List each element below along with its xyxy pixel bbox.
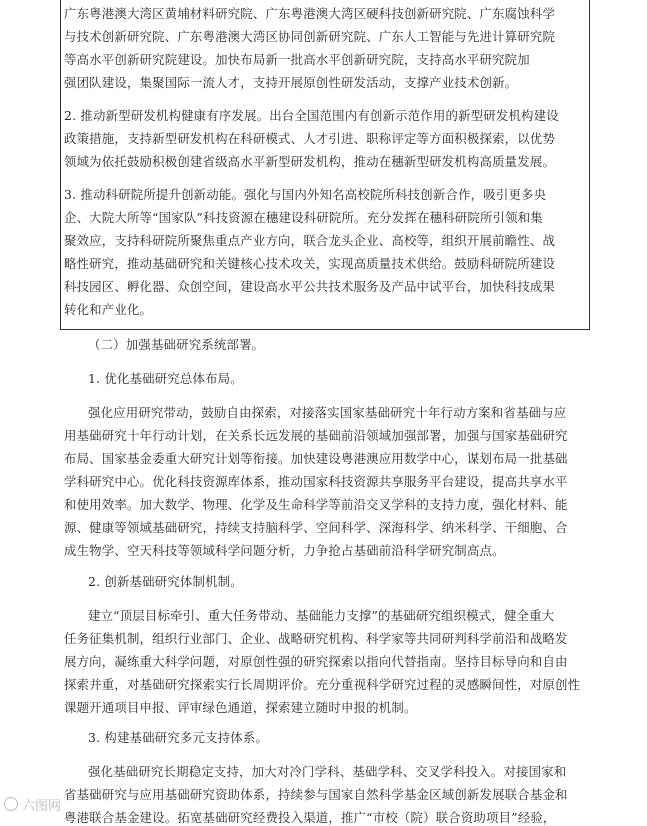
box-p2-line-2: 政策措施，支持新型研发机构在科研模式、人才引进、职称评定等方面积极探索，以优势 xyxy=(64,131,556,146)
sub2-line-3: 展方向，凝练重大科学问题，对原创性强的研究探索以指向代替指南。坚持目标导向和自由 xyxy=(64,654,568,669)
box-p1-line-2: 与技术创新研究院、广东粤港澳大湾区协同创新研究院、广东人工智能与先进计算研究院 xyxy=(64,29,556,44)
sub2-line-5: 课题开通项目申报、评审绿色通道，探索建立随时申报的机制。 xyxy=(64,700,417,715)
box-p1-line-4: 强团队建设，集聚国际一流人才，支持开展原创性研发活动，支撑产业技术创新。 xyxy=(64,75,518,90)
box-p3-line-6: 转化和产业化。 xyxy=(64,302,153,317)
sub2-line-2: 任务征集机制，组织行业部门、企业、战略研究机构、科学家等共同研判科学前沿和战略发 xyxy=(64,631,568,646)
sub2-line-4: 探索并重，对基础研究探索实行长周期评价。充分重视科学研究过程的灵感瞬间性，对原创性 xyxy=(64,677,581,692)
sub1-line-5: 和使用效率。加大数学、物理、化学及生命科学等前沿交叉学科的支持力度，强化材料、能 xyxy=(64,497,568,512)
box-p3-line-1: 3. 推动科研院所提升创新动能。强化与国内外知名高校院所科技创新合作，吸引更多央 xyxy=(64,187,547,202)
sub1-line-7: 成生物学、空天科技等领域科学问题分析，力争抢占基础前沿科学研究制高点。 xyxy=(64,543,505,558)
box-p1-line-3: 等高水平创新研究院建设。加快布局新一批高水平创新研究院，支持高水平研究院加 xyxy=(64,52,530,67)
box-p2-line-3: 领域为依托鼓励积极创建省级高水平新型研发机构，推动在穗新型研发机构高质量发展。 xyxy=(64,154,556,169)
box-p3-line-2: 企、大院大所等“国家队”科技资源在穗建设科研院所。充分发挥在穗科研院所引领和集 xyxy=(64,210,543,225)
sub1-line-3: 布局、国家基金委重大研究计划等衔接。加快建设粤港澳应用数学中心，谋划布局一批基础 xyxy=(64,451,568,466)
sub1-heading: 1. 优化基础研究总体布局。 xyxy=(88,371,243,386)
sub2-heading: 2. 创新基础研究体制机制。 xyxy=(88,574,243,589)
sub2-line-1: 建立“顶层目标牵引、重大任务带动、基础能力支撑”的基础研究组织模式，健全重大 xyxy=(88,608,555,623)
box-p2-line-1: 2. 推动新型研发机构健康有序发展。出台全国范围内有创新示范作用的新型研发机构建设 xyxy=(64,108,559,123)
circle-logo-icon xyxy=(4,797,18,811)
site-watermark xyxy=(0,793,110,820)
sub1-line-4: 学科研究中心。优化科技资源库体系，推动国家科技资源共享服务平台建设，提高共享水平 xyxy=(64,474,568,489)
watermark-text: 六图网 xyxy=(22,799,62,814)
box-p1-line-1: 广东粤港澳大湾区黄埔材料研究院、广东粤港澳大湾区硬科技创新研究院、广东腐蚀科学 xyxy=(64,6,556,21)
sub3-line-3: 粤港联合基金建设。拓宽基础研究经费投入渠道，推广“市校（院）联合资助项目”经验， xyxy=(64,810,556,825)
sub3-heading: 3. 构建基础研究多元支持体系。 xyxy=(88,730,269,745)
box-p3-line-5: 科技园区、孵化器、众创空间，建设高水平公共技术服务及产品中试平台，加快科技成果 xyxy=(64,279,556,294)
sub1-line-6: 源、健康等领域基础研究，持续支持脑科学、空间科学、深海科学、纳米科学、干细胞、合 xyxy=(64,520,568,535)
sub1-line-2: 用基础研究十年行动计划，在关系长远发展的基础前沿领域加强部署，加强与国家基础研究 xyxy=(64,428,568,443)
sub3-line-2: 省基础研究与应用基础研究资助体系，持续参与国家自然科学基金区域创新发展联合基金和 xyxy=(64,787,568,802)
box-p3-line-4: 略性研究，推动基础研究和关键核心技术攻关，实现高质量技术供给。鼓励科研院所建设 xyxy=(64,256,556,271)
sub3-line-1: 强化基础研究长期稳定支持，加大对冷门学科、基础学科、交叉学科投入。对接国家和 xyxy=(88,764,567,779)
box-p3-line-3: 聚效应，支持科研院所聚焦重点产业方向，联合龙头企业、高校等，组织开展前瞻性、战 xyxy=(64,233,556,248)
sub1-line-1: 强化应用研究带动，鼓励自由探索，对接落实国家基础研究十年行动方案和省基础与应 xyxy=(88,405,567,420)
section-heading: （二）加强基础研究系统部署。 xyxy=(88,337,265,352)
